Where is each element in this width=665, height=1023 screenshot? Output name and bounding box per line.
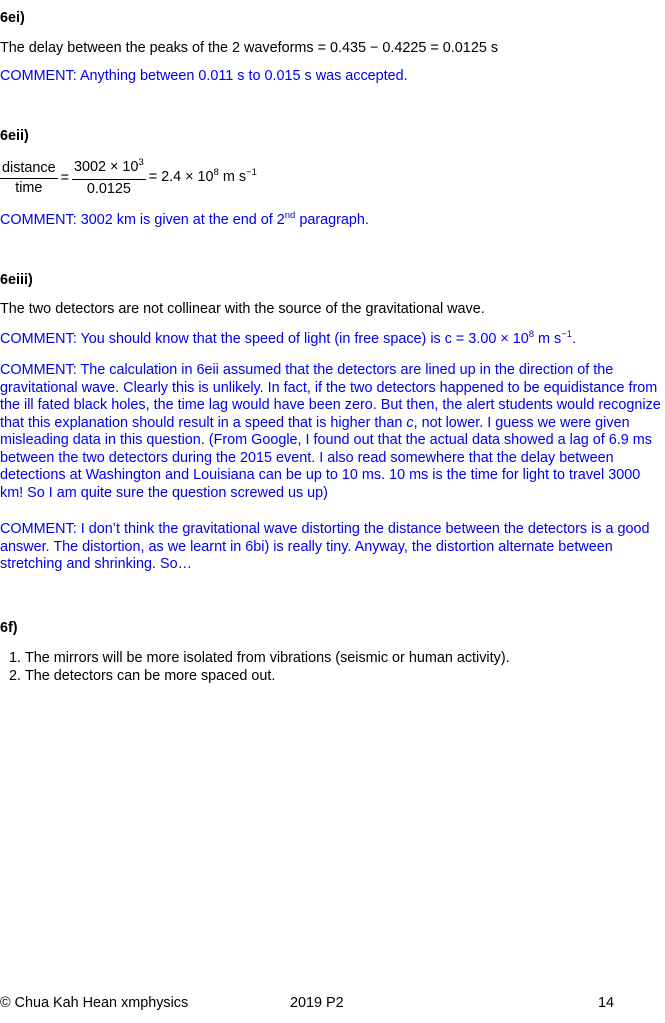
answer-list-6f: [0, 650, 510, 685]
footer-page-number: 14: [598, 995, 615, 1011]
list-item: 1. The mirrors will be more isolated from vibrations (seismic or human activity).: [25, 650, 510, 668]
comment-6eii-text: COMMENT: 3002 km is given at the end of 2: [0, 212, 285, 228]
heading-6f: 6f): [0, 620, 18, 636]
frac1-numerator: distance: [0, 160, 58, 180]
comment-6eiii-2-text: COMMENT: The calculation in 6eii assumed that the detectors are lined up in the direction of the gravitational wave. Clearly this is unlikely. In fact, if the two detectors happened to be equidistance from the ill fated black holes, the time lag would have been zero. But then, the alert students would recognize that this explanation should result in a speed that is higher than: [0, 362, 661, 431]
result-exponent: 8: [213, 167, 219, 179]
comment-6eiii-1-end: .: [572, 331, 577, 347]
heading-6eiii: 6eiii): [0, 272, 33, 288]
comment-6eiii-speed-of-light: [0, 331, 662, 350]
result-unit-exponent: −1: [246, 167, 257, 179]
comment-6eiii-distortion: COMMENT: I don’t think the gravitational wave distorting the distance between the detectors is a good answer. The distortion, as we learnt in 6bi) is really tiny. Anyway, the distortion alternate between stretching and shrinking. So…: [0, 521, 650, 572]
comment-6eii: [0, 212, 662, 231]
result-base: = 2.4 × 10: [148, 169, 214, 186]
frac2-numerator: [72, 159, 146, 180]
comment-6eii-superscript: nd: [284, 210, 296, 221]
fraction-values: [72, 159, 146, 198]
frac1-denominator: time: [15, 180, 43, 196]
frac2-numerator-exponent: 3: [138, 157, 144, 168]
fraction-distance-time: [0, 160, 58, 198]
frac2-numerator-base: 3002 × 10: [74, 159, 139, 175]
heading-6ei: 6ei): [0, 10, 25, 26]
heading-6eii: 6eii): [0, 128, 29, 144]
comment-6eiii-calculation: [0, 362, 662, 502]
comment-6eiii-1-text: COMMENT: You should know that the speed of light (in free space) is c = 3.00 × 10: [0, 331, 529, 347]
comment-6ei: COMMENT: Anything between 0.011 s to 0.015 s was accepted.: [0, 68, 408, 84]
comment-6eiii-1-unit: m s: [534, 331, 562, 347]
comment-6eiii-1-exponent: 8: [528, 329, 535, 340]
answer-6ei: The delay between the peaks of the 2 waveforms = 0.435 − 0.4225 = 0.0125 s: [0, 40, 499, 56]
result-unit: m s: [218, 169, 247, 186]
frac2-denominator: 0.0125: [86, 180, 131, 197]
footer-author: © Chua Kah Hean xmphysics: [0, 995, 189, 1011]
result: [149, 169, 257, 188]
footer-paper: 2019 P2: [290, 995, 344, 1011]
list-item: 2. The detectors can be more spaced out.: [25, 668, 510, 686]
equation-6eii: [0, 159, 260, 198]
comment-6eiii-1-unit-exponent: −1: [561, 329, 573, 340]
comment-6eiii-2-text-end: , not lower. I guess we were given misleading data in this question. (From Google, I found out that the actual data showed a lag of 6.9 ms between the two detectors during the 2015 event. I also read somewhere that the delay between detections at Washington and Louisiana can be up to 10 ms. 10 ms is the time for light to travel 3000 km! So I am quite sure the question screwed us up): [0, 414, 652, 501]
answer-6eiii: The two detectors are not collinear with the source of the gravitational wave.: [0, 301, 485, 317]
equals-sign: =: [60, 169, 70, 186]
comment-6eiii-2-symbol-c: c: [406, 414, 414, 431]
comment-6eii-text-end: paragraph.: [295, 212, 369, 228]
